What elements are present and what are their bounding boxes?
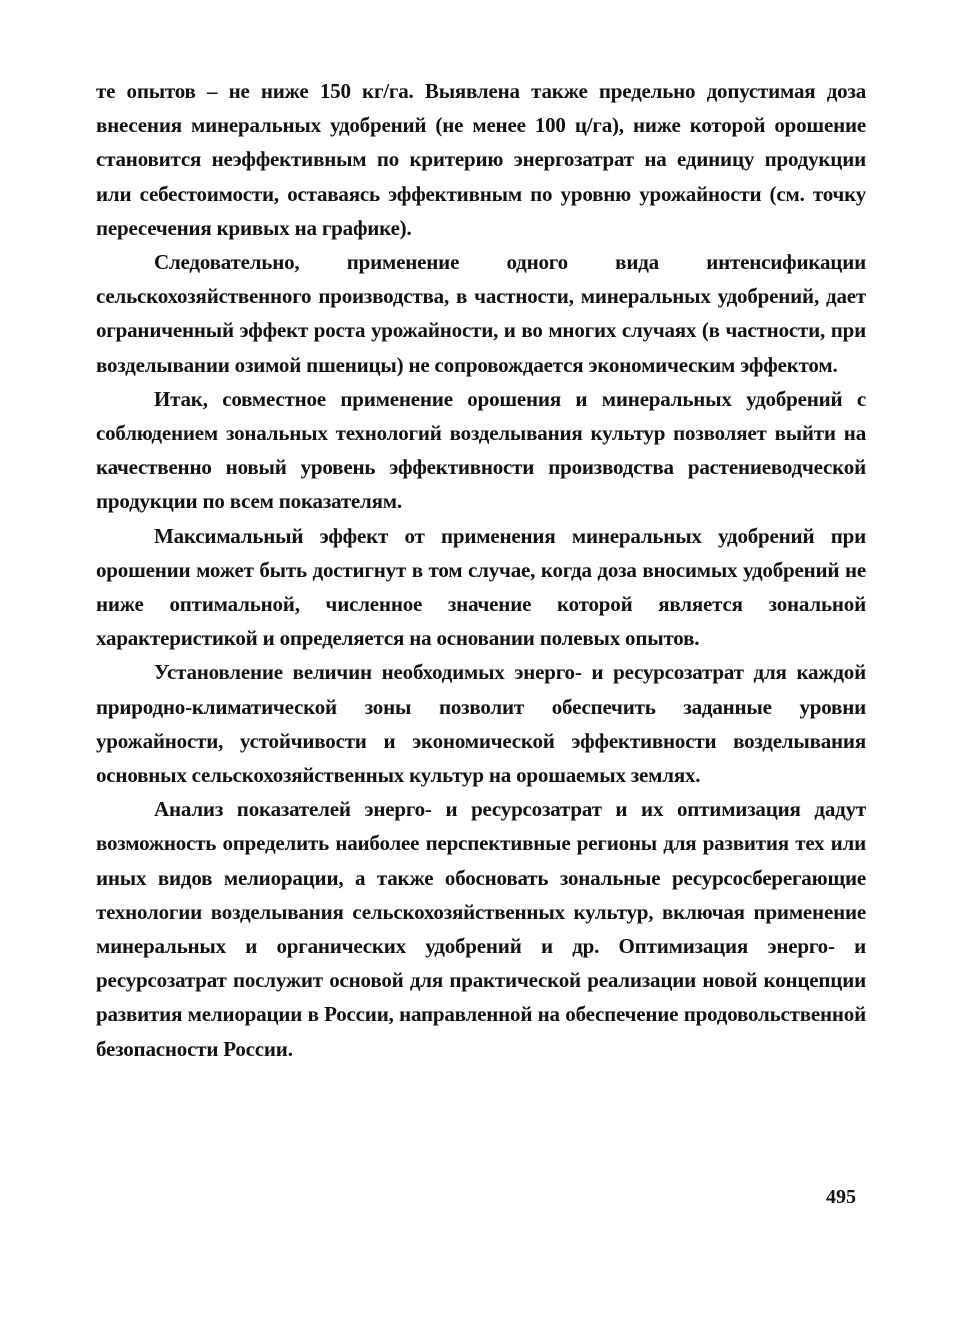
paragraph-5: Установление величин необходимых энерго- и ресурсозатрат для каждой природно-климатической зоны позволит обеспечить заданные уровни урожайности, устойчивости и экономической эффективности возделывания основных сельскохозяйственных культур на орошаемых землях. <box>96 660 866 788</box>
paragraph-1: те опытов – не ниже 150 кг/га. Выявлена также предельно допустимая доза внесения минеральных удобрений (не менее 100 ц/га), ниже которой орошение становится неэффективным по критерию энергозатрат на единицу продукции или себестоимости, оставаясь эффективным по уровню урожайности (см. точку пересечения кривых на графике). <box>96 79 866 240</box>
page-number: 495 <box>826 1186 856 1208</box>
paragraph-4: Максимальный эффект от применения минеральных удобрений при орошении может быть достигнут в том случае, когда доза вносимых удобрений не ниже оптимальной, численное значение которой является зональной характеристикой и определяется на основании полевых опытов. <box>96 523 866 651</box>
paragraph-6: Анализ показателей энерго- и ресурсозатрат и их оптимизация дадут возможность определить наиболее перспективные регионы для развития тех или иных видов мелиорации, а также обосновать зональные ресурсосберегающие технологии возделывания сельскохозяйственных культур, включая применение минеральных и органических удобрений и др. Оптимизация энерго- и ресурсозатрат послужит основой для практической реализации новой концепции развития мелиорации в России, направленной на обеспечение продовольственной безопасности России. <box>96 797 866 1061</box>
page-body <box>96 74 866 1066</box>
paragraph-2: Следовательно, применение одного вида интенсификации сельскохозяйственного производства, в частности, минеральных удобрений, дает ограниченный эффект роста урожайности, и во многих случаях (в частности, при возделывании озимой пшеницы) не сопровождается экономическим эффектом. <box>96 250 866 377</box>
paragraph-3: Итак, совместное применение орошения и минеральных удобрений с соблюдением зональных технологий возделывания культур позволяет выйти на качественно новый уровень эффективности производства растениеводческой продукции по всем показателям. <box>96 386 866 514</box>
